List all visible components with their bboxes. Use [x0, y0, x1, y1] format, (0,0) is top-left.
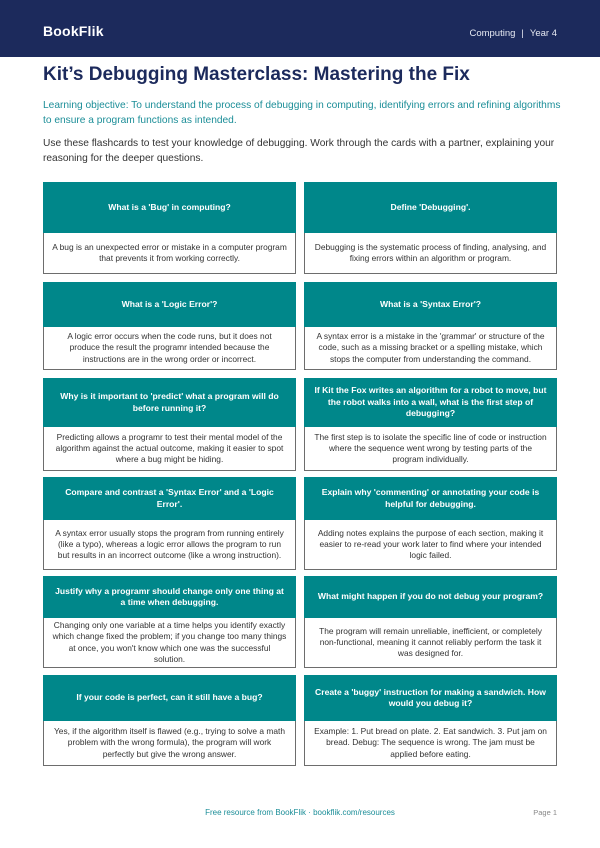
flashcard[interactable]	[43, 576, 296, 668]
footer-link[interactable]: Free resource from BookFlik · bookflik.com/resources	[205, 808, 395, 817]
flashcard-question: Define 'Debugging'.	[304, 182, 557, 233]
flashcard[interactable]	[304, 576, 557, 668]
flashcard[interactable]	[43, 282, 296, 370]
page-number: Page 1	[533, 808, 557, 817]
flashcard-answer: A logic error occurs when the code runs, but it does not produce the result the programr intended because the instructions are in the wrong order or incorrect.	[43, 327, 296, 370]
flashcard-question: What is a 'Bug' in computing?	[43, 182, 296, 233]
flashcard-answer: Example: 1. Put bread on plate. 2. Eat sandwich. 3. Put jam on bread. Debug: The sequence is wrong. The jam must be applied before eating.	[304, 721, 557, 766]
flashcard-question: Justify why a programr should change only one thing at a time when debugging.	[43, 576, 296, 618]
flashcard-answer: A bug is an unexpected error or mistake in a computer program that prevents it from working correctly.	[43, 233, 296, 274]
flashcard-answer: A syntax error usually stops the program from running entirely (like a typo), whereas a logic error allows the program to run but results in an incorrect outcome (like a wrong instruction).	[43, 520, 296, 570]
flashcard-answer: Adding notes explains the purpose of each section, making it easier to re-read your work later to find where your intended logic failed.	[304, 520, 557, 570]
breadcrumb	[469, 28, 557, 39]
flashcard-question: Explain why 'commenting' or annotating your code is helpful for debugging.	[304, 477, 557, 520]
learning-objective: Learning objective: To understand the process of debugging in computing, identifying errors and refining algorithms to ensure a program functions as intended.	[43, 100, 561, 126]
flashcard-question: Why is it important to 'predict' what a program will do before running it?	[43, 378, 296, 427]
flashcard[interactable]	[304, 477, 557, 570]
flashcard-answer: The first step is to isolate the specific line of code or instruction where the sequence went wrong by testing parts of the program individually.	[304, 427, 557, 471]
flashcard-answer: Predicting allows a programr to test their mental model of the algorithm against the actual outcome, making it easier to spot where a bug might be hiding.	[43, 427, 296, 471]
flashcard-question: What is a 'Logic Error'?	[43, 282, 296, 327]
flashcard-question: What is a 'Syntax Error'?	[304, 282, 557, 327]
flashcard[interactable]	[43, 675, 296, 766]
flashcard-question: Compare and contrast a 'Syntax Error' and a 'Logic Error'.	[43, 477, 296, 520]
flashcard-question: If your code is perfect, can it still have a bug?	[43, 675, 296, 721]
brand-logo[interactable]: BookFlik	[43, 23, 104, 39]
flashcard[interactable]	[304, 282, 557, 370]
flashcard[interactable]	[304, 675, 557, 766]
flashcard-answer: Yes, if the algorithm itself is flawed (e.g., trying to solve a math problem with the wrong formula), the program will work perfectly but give the wrong answer.	[43, 721, 296, 766]
flashcard-question: Create a 'buggy' instruction for making a sandwich. How would you debug it?	[304, 675, 557, 721]
flashcard-answer: Changing only one variable at a time helps you identify exactly which change fixed the problem; if you change too many things at once, you won't know which one was the successful solution.	[43, 618, 296, 668]
flashcard-question: What might happen if you do not debug your program?	[304, 576, 557, 618]
year-label: Year 4	[529, 28, 557, 39]
flashcard-question: If Kit the Fox writes an algorithm for a robot to move, but the robot walks into a wall, what is the first step of debugging?	[304, 378, 557, 427]
flashcard-answer: The program will remain unreliable, inefficient, or completely non-functional, meaning it cannot reliably perform the task it was designed for.	[304, 618, 557, 668]
flashcard[interactable]	[304, 378, 557, 471]
flashcard[interactable]	[43, 378, 296, 471]
intro-text: Use these flashcards to test your knowledge of debugging. Work through the cards with a partner, explaining your reasoning for the deeper questions.	[43, 138, 555, 164]
header-bar	[0, 0, 600, 57]
flashcard[interactable]	[43, 182, 296, 274]
flashcard[interactable]	[304, 182, 557, 274]
page-title: Kit’s Debugging Masterclass: Mastering the Fix	[43, 64, 470, 85]
flashcard-answer: A syntax error is a mistake in the 'grammar' or structure of the code, such as a missing bracket or a spelling mistake, which stops the computer from understanding the command.	[304, 327, 557, 370]
flashcard[interactable]	[43, 477, 296, 570]
flashcard-answer: Debugging is the systematic process of finding, analysing, and fixing errors within an algorithm or program.	[304, 233, 557, 274]
breadcrumb-separator: |	[521, 28, 524, 39]
subject-label: Computing	[469, 28, 516, 39]
